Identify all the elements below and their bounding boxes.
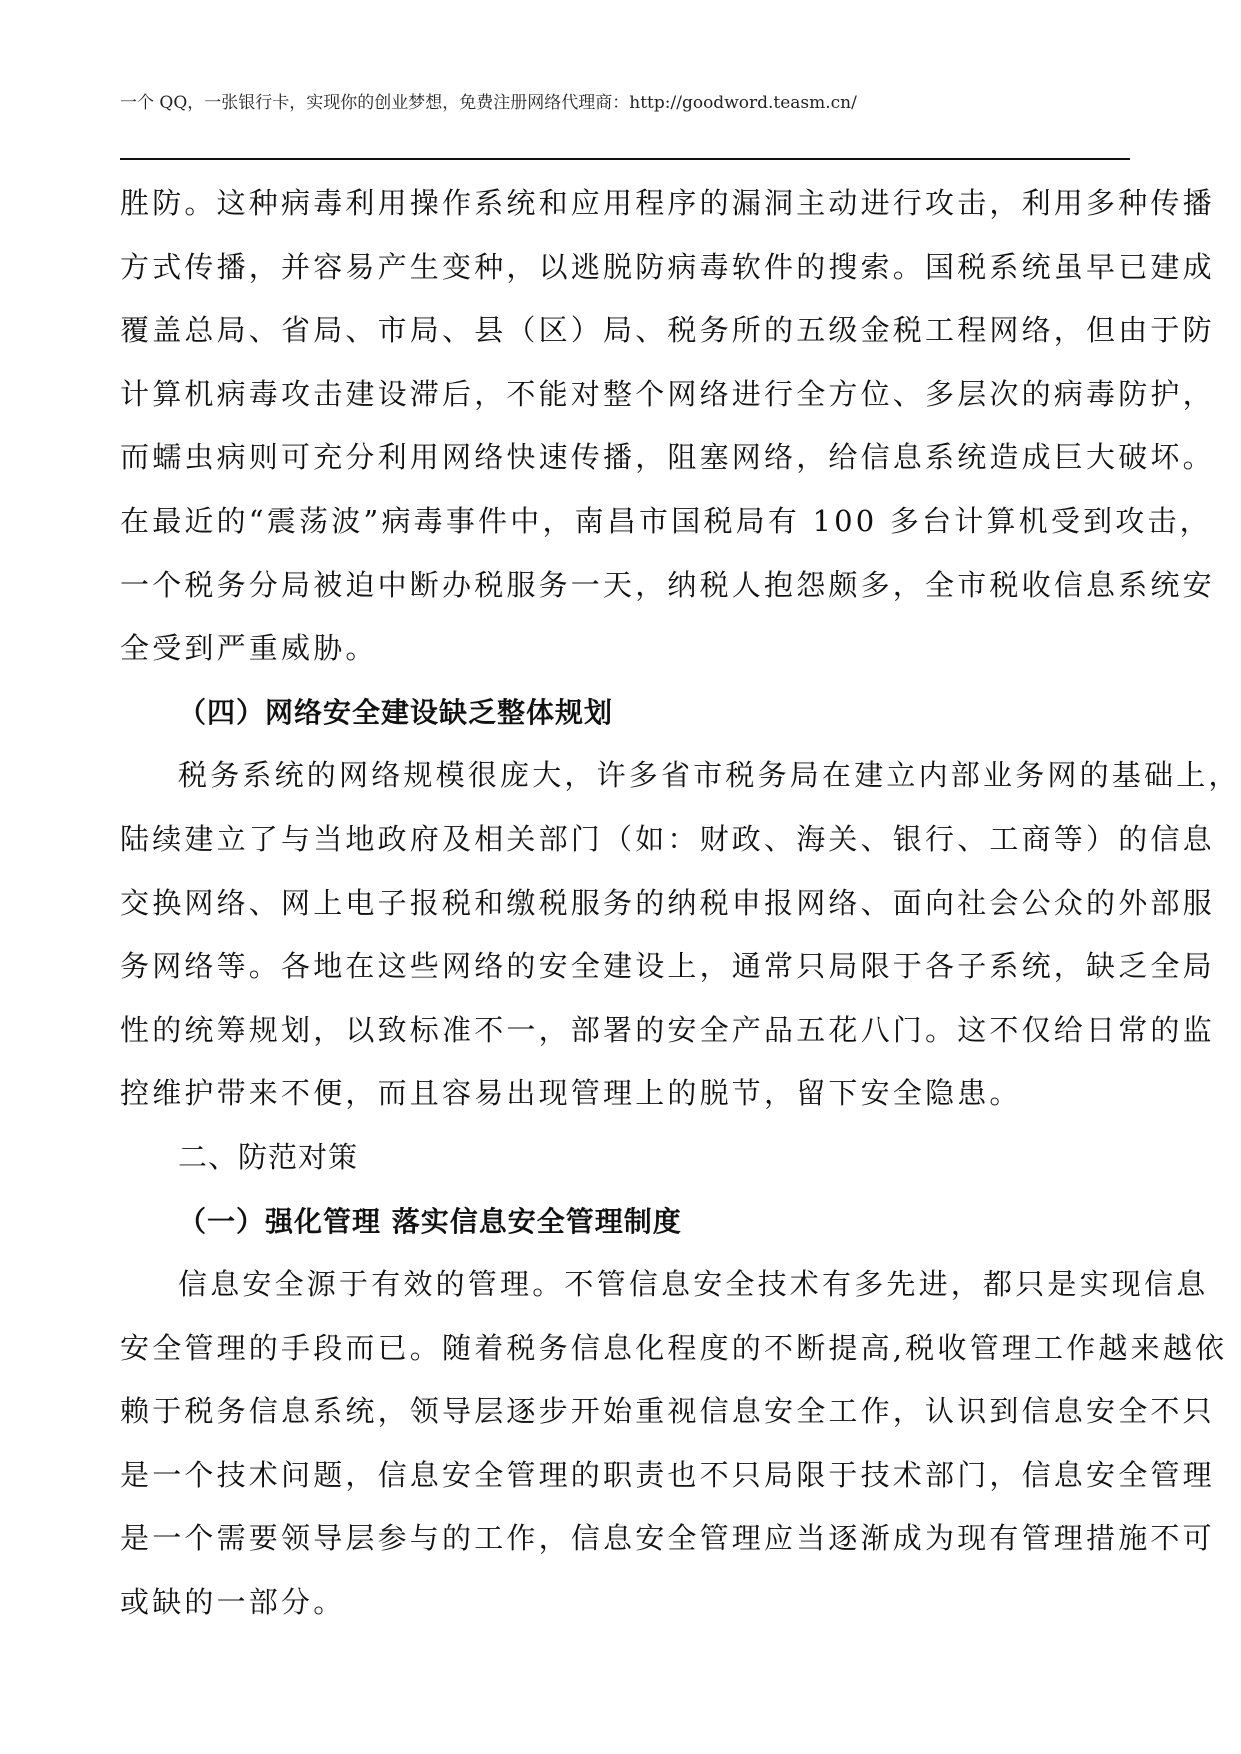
paragraph-1: [120, 172, 1215, 681]
paragraph-line: 在最近的“震荡波”病毒事件中，南昌市国税局有 100 多台计算机受到攻击，: [120, 503, 1212, 538]
paragraph-line: 安全管理的手段而已。随着税务信息化程度的不断提高,税收管理工作越来越依: [120, 1330, 1228, 1365]
paragraph-line: 全受到严重威胁。: [120, 631, 378, 666]
paragraph-line: 赖于税务信息系统，领导层逐步开始重视信息安全工作，认识到信息安全不只: [120, 1394, 1215, 1429]
paragraph-3: [120, 1253, 1228, 1635]
paragraph-line: 或缺的一部分。: [120, 1585, 346, 1620]
header-rule: [120, 158, 1130, 160]
paragraph-line: 性的统筹规划，以致标准不一，部署的安全产品五花八门。这不仅给日常的监: [120, 1012, 1215, 1047]
paragraph-line: 方式传播，并容易产生变种，以逃脱防病毒软件的搜索。国税系统虽早已建成: [120, 249, 1215, 284]
subheading-1: （一）强化管理 落实信息安全管理制度: [178, 1204, 682, 1238]
paragraph-line: 陆续建立了与当地政府及相关部门（如：财政、海关、银行、工商等）的信息: [120, 821, 1215, 856]
paragraph-line: 一个税务分局被迫中断办税服务一天，纳税人抱怨颇多，全市税收信息系统安: [120, 567, 1215, 602]
paragraph-line: 而蠕虫病则可充分利用网络快速传播，阻塞网络，给信息系统造成巨大破坏。: [120, 440, 1215, 475]
paragraph-line: 务网络等。各地在这些网络的安全建设上，通常只局限于各子系统，缺乏全局: [120, 949, 1215, 984]
paragraph-line: 胜防。这种病毒利用操作系统和应用程序的漏洞主动进行攻击，利用多种传播: [120, 186, 1215, 220]
paragraph-2: [120, 744, 1241, 1126]
paragraph-line: 交换网络、网上电子报税和缴税服务的纳税申报网络、面向社会公众的外部服: [120, 885, 1215, 920]
page-header: 一个 QQ，一张银行卡，实现你的创业梦想，免费注册网络代理商：http://goodword.teasm.cn/: [120, 93, 857, 113]
paragraph-line: 是一个技术问题，信息安全管理的职责也不只局限于技术部门，信息安全管理: [120, 1457, 1215, 1492]
paragraph-line: 覆盖总局、省局、市局、县（区）局、税务所的五级金税工程网络，但由于防: [120, 313, 1215, 348]
paragraph-line: 是一个需要领导层参与的工作，信息安全管理应当逐渐成为现有管理措施不可: [120, 1521, 1215, 1556]
section-heading-2: 二、防范对策: [178, 1139, 359, 1174]
subheading-4: （四）网络安全建设缺乏整体规划: [178, 695, 614, 729]
paragraph-line: 控维护带来不便，而且容易出现管理上的脱节，留下安全隐患。: [120, 1076, 1022, 1111]
document-body: [120, 172, 1241, 1635]
paragraph-line: 计算机病毒攻击建设滞后，不能对整个网络进行全方位、多层次的病毒防护，: [120, 376, 1215, 411]
paragraph-line: 税务系统的网络规模很庞大，许多省市税务局在建立内部业务网的基础上，: [178, 758, 1241, 793]
paragraph-line: 信息安全源于有效的管理。不管信息安全技术有多先进，都只是实现信息: [178, 1267, 1209, 1302]
